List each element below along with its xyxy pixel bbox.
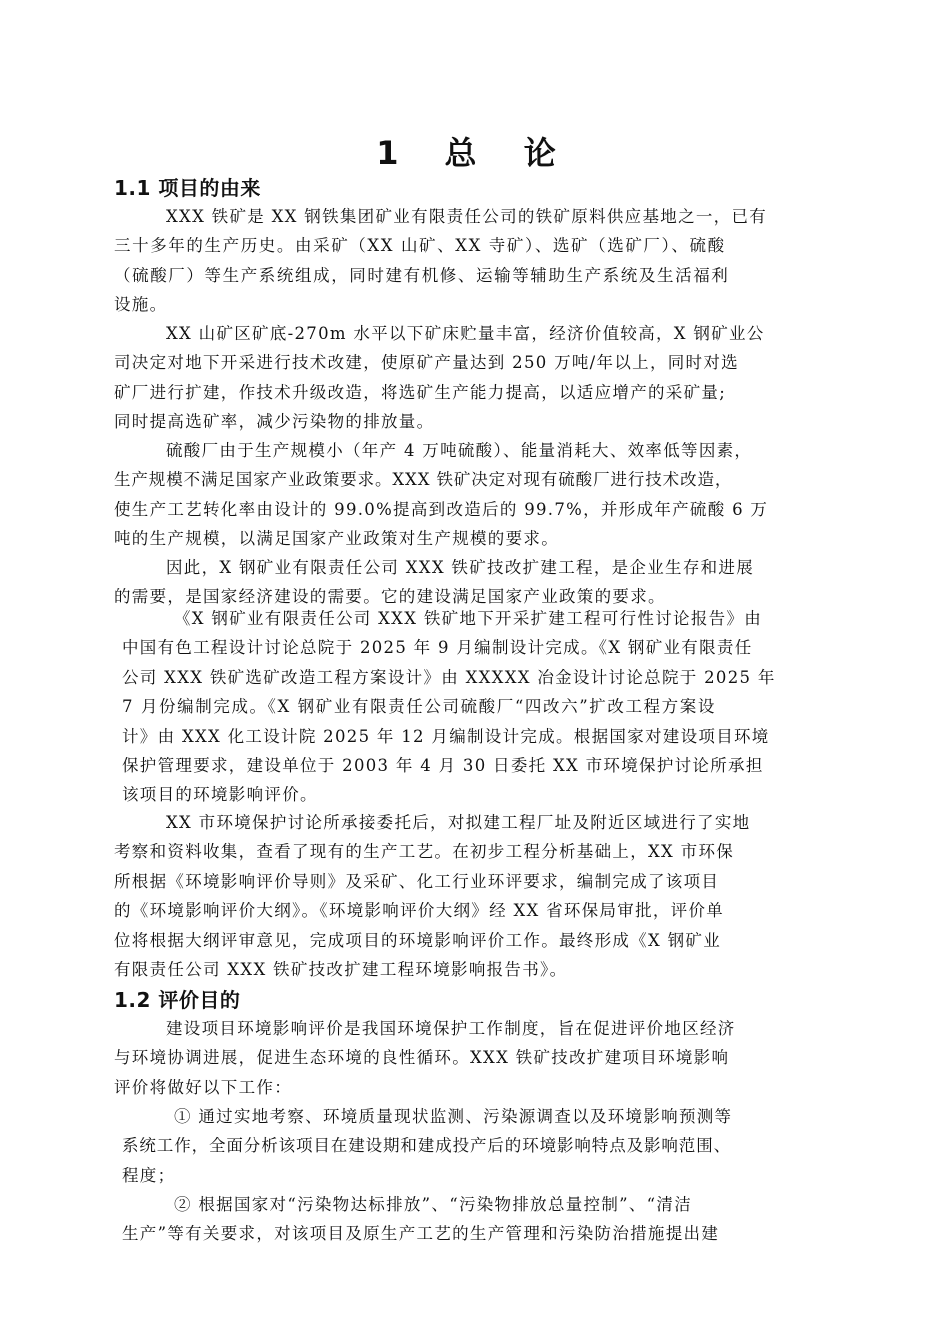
paragraph-line: 公司 XXX 铁矿选矿改造工程方案设计》由 XXXXX 冶金设计讨论总院于 2025 年 <box>122 667 776 687</box>
paragraph-line: 吨的生产规模，以满足国家产业政策对生产规模的要求。 <box>114 529 559 549</box>
paragraph-line: XX 市环境保护讨论所承接委托后，对拟建工程厂址及附近区域进行了实地 <box>166 813 751 832</box>
paragraph-line: 的《环境影响评价大纲》。《环境影响评价大纲》经 XX 省环保局审批，评价单 <box>114 901 725 921</box>
paragraph-line: 司决定对地下开采进行技术改建，使原矿产量达到 250 万吨/年以上，同时对选 <box>114 353 739 373</box>
paragraph-9 <box>122 1190 848 1249</box>
paragraph-line: 硫酸厂由于生产规模小（年产 4 万吨硫酸）、能量消耗大、效率低等因素， <box>166 441 753 460</box>
paragraph-line: 因此，X 钢矿业有限责任公司 XXX 铁矿技改扩建工程，是企业生存和进展 <box>166 558 755 577</box>
paragraph-3 <box>114 436 840 554</box>
paragraph-line: 中国有色工程设计讨论总院于 2025 年 9 月编制设计完成。《X 钢矿业有限责任 <box>122 638 753 658</box>
paragraph-line: 《X 钢矿业有限责任公司 XXX 铁矿地下开采扩建工程可行性讨论报告》由 <box>174 609 763 628</box>
paragraph-line: XXX 铁矿是 XX 钢铁集团矿业有限责任公司的铁矿原料供应基地之一，已有 <box>166 207 768 226</box>
paragraph-line: （硫酸厂）等生产系统组成，同时建有机修、运输等辅助生产系统及生活福利 <box>114 265 730 285</box>
paragraph-7 <box>114 1014 840 1102</box>
paragraph-line: 三十多年的生产历史。由采矿（XX 山矿、XX 寺矿）、选矿（选矿厂）、硫酸 <box>114 236 726 256</box>
paragraph-line: 位将根据大纲评审意见，完成项目的环境影响评价工作。最终形成《X 钢矿业 <box>114 930 721 950</box>
paragraph-line: 所根据《环境影响评价导则》及采矿、化工行业环评要求，编制完成了该项目 <box>114 871 720 891</box>
paragraph-6 <box>114 808 840 984</box>
paragraph-line: 程度； <box>122 1165 176 1185</box>
chapter-number: 1 <box>376 134 405 172</box>
paragraph-line: 生产”等有关要求，对该项目及原生产工艺的生产管理和污染防治措施提出建 <box>122 1224 720 1244</box>
paragraph-line: 与环境协调进展，促进生态环境的良性循环。XXX 铁矿技改扩建项目环境影响 <box>114 1048 730 1068</box>
paragraph-line: 考察和资料收集，查看了现有的生产工艺。在初步工程分析基础上，XX 市环保 <box>114 842 735 862</box>
paragraph-line: 的需要，是国家经济建设的需要。它的建设满足国家产业政策的要求。 <box>114 587 666 607</box>
chapter-name: 总 论 <box>444 134 574 172</box>
paragraph-8 <box>122 1102 848 1190</box>
paragraph-line: XX 山矿区矿底-270m 水平以下矿床贮量丰富，经济价值较高，X 钢矿业公 <box>166 324 765 343</box>
paragraph-line: 保护管理要求，建设单位于 2003 年 4 月 30 日委托 XX 市环境保护讨论所承担 <box>122 755 764 775</box>
paragraph-5 <box>122 604 848 810</box>
paragraph-line: 生产规模不满足国家产业政策要求。XXX 铁矿决定对现有硫酸厂进行技术改造， <box>114 470 733 490</box>
paragraph-line: 设施。 <box>114 295 168 315</box>
paragraph-line: 该项目的环境影响评价。 <box>122 785 318 805</box>
chapter-title <box>0 128 950 174</box>
paragraph-line: 计》由 XXX 化工设计院 2025 年 12 月编制设计完成。根据国家对建设项目环境 <box>122 726 770 746</box>
paragraph-4 <box>114 553 840 612</box>
paragraph-line: 7 月份编制完成。《X 钢矿业有限责任公司硫酸厂“四改六”扩改工程方案设 <box>122 697 716 717</box>
paragraph-line: 系统工作，全面分析该项目在建设期和建成投产后的环境影响特点及影响范围、 <box>122 1136 731 1156</box>
paragraph-line: 矿厂进行扩建，作技术升级改造，将选矿生产能力提高，以适应增产的采矿量; <box>114 382 727 402</box>
section-heading-1-2: 1.2 评价目的 <box>114 988 241 1012</box>
paragraph-line: ① 通过实地考察、环境质量现状监测、污染源调查以及环境影响预测等 <box>174 1107 733 1126</box>
paragraph-line: 同时提高选矿率，减少污染物的排放量。 <box>114 412 435 432</box>
paragraph-2 <box>114 319 840 437</box>
paragraph-line: 有限责任公司 XXX 铁矿技改扩建工程环境影响报告书》。 <box>114 959 568 979</box>
paragraph-1 <box>114 202 840 320</box>
paragraph-line: ② 根据国家对“污染物达标排放”、“污染物排放总量控制”、“清洁 <box>174 1195 693 1214</box>
paragraph-line: 建设项目环境影响评价是我国环境保护工作制度，旨在促进评价地区经济 <box>166 1019 736 1038</box>
section-heading-1-1: 1.1 项目的由来 <box>114 176 261 200</box>
paragraph-line: 评价将做好以下工作： <box>114 1077 292 1097</box>
paragraph-line: 使生产工艺转化率由设计的 99.0%提高到改造后的 99.7%，并形成年产硫酸 6 万 <box>114 499 769 519</box>
